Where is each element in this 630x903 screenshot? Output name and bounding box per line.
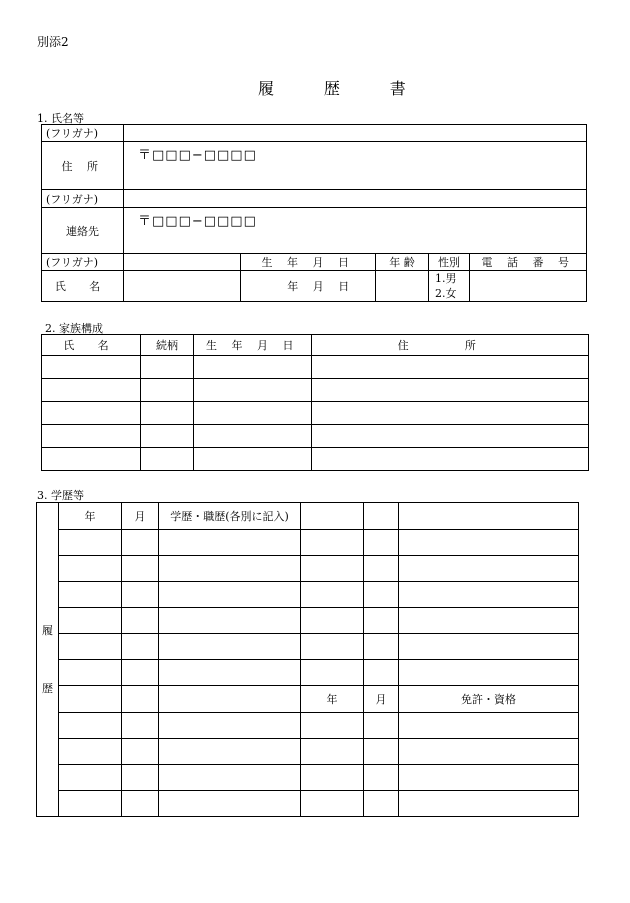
history-cell[interactable] <box>159 765 301 791</box>
family-cell[interactable] <box>141 379 194 402</box>
history-cell[interactable] <box>399 530 579 556</box>
family-cell[interactable] <box>42 402 141 425</box>
furigana-label-3: (フリガナ) <box>42 254 124 271</box>
history-cell[interactable] <box>399 765 579 791</box>
family-cell[interactable] <box>194 379 312 402</box>
personal-info-table <box>41 124 587 302</box>
sex-header: 性別 <box>429 254 470 271</box>
history-cell[interactable] <box>399 503 579 530</box>
history-cell[interactable] <box>122 556 159 582</box>
age-header: 年 齢 <box>376 254 429 271</box>
history-cell[interactable] <box>301 634 364 660</box>
history-side-label-top: 履 <box>42 623 53 637</box>
history-cell[interactable] <box>301 530 364 556</box>
family-cell[interactable] <box>141 425 194 448</box>
license-header-month: 月 <box>364 686 399 713</box>
history-cell[interactable] <box>59 713 122 739</box>
history-cell[interactable] <box>159 608 301 634</box>
history-cell[interactable] <box>159 791 301 817</box>
table-row <box>42 425 589 448</box>
table-row <box>42 356 589 379</box>
family-header-birth: 生 年 月 日 <box>194 335 312 356</box>
family-header-address: 住 所 <box>312 335 589 356</box>
family-cell[interactable] <box>312 379 589 402</box>
table-row <box>37 739 579 765</box>
name-furigana-field[interactable] <box>124 254 241 271</box>
history-cell[interactable] <box>364 503 399 530</box>
history-cell[interactable] <box>364 739 399 765</box>
history-cell[interactable] <box>159 660 301 686</box>
postal-code-boxes: 〒□□□−□□□□ <box>138 148 257 163</box>
history-side-label-bottom: 歴 <box>42 681 53 695</box>
history-cell[interactable] <box>364 765 399 791</box>
history-cell[interactable] <box>364 791 399 817</box>
family-cell[interactable] <box>141 402 194 425</box>
contact-field[interactable] <box>124 208 587 254</box>
family-cell[interactable] <box>194 402 312 425</box>
history-cell[interactable] <box>122 739 159 765</box>
table-row <box>37 791 579 817</box>
furigana-label: (フリガナ) <box>42 125 124 142</box>
age-field[interactable] <box>376 271 429 302</box>
address-field[interactable] <box>124 142 587 190</box>
history-cell[interactable] <box>59 686 122 713</box>
history-cell[interactable] <box>399 713 579 739</box>
table-row <box>37 608 579 634</box>
table-row <box>42 448 589 471</box>
history-cell[interactable] <box>59 582 122 608</box>
table-row <box>37 556 579 582</box>
family-header-name: 氏 名 <box>42 335 141 356</box>
history-cell[interactable] <box>301 791 364 817</box>
history-cell[interactable] <box>59 739 122 765</box>
family-cell[interactable] <box>312 425 589 448</box>
history-cell[interactable] <box>59 765 122 791</box>
history-cell[interactable] <box>301 608 364 634</box>
name-field[interactable] <box>124 271 241 302</box>
history-header-career: 学歴・職歴(各別に記入) <box>159 503 301 530</box>
history-cell[interactable] <box>364 556 399 582</box>
attachment-label: 別添2 <box>37 35 69 49</box>
postal-code-boxes-2: 〒□□□−□□□□ <box>138 214 257 229</box>
history-side-label <box>37 503 59 817</box>
table-row <box>37 634 579 660</box>
birth-date-field[interactable]: 年 月 日 <box>241 271 376 302</box>
family-cell[interactable] <box>194 356 312 379</box>
history-cell[interactable] <box>399 634 579 660</box>
table-row <box>42 402 589 425</box>
history-cell[interactable] <box>364 608 399 634</box>
history-cell[interactable] <box>301 713 364 739</box>
history-cell[interactable] <box>301 739 364 765</box>
family-cell[interactable] <box>42 356 141 379</box>
address-label: 住 所 <box>42 142 124 190</box>
family-cell[interactable] <box>194 448 312 471</box>
family-cell[interactable] <box>312 448 589 471</box>
history-cell[interactable] <box>364 582 399 608</box>
history-cell[interactable] <box>122 582 159 608</box>
history-cell[interactable] <box>59 530 122 556</box>
table-row <box>37 686 579 713</box>
furigana-label-2: (フリガナ) <box>42 190 124 208</box>
history-cell[interactable] <box>301 660 364 686</box>
name-label: 氏 名 <box>42 271 124 302</box>
family-header-relation: 続柄 <box>141 335 194 356</box>
history-cell[interactable] <box>399 791 579 817</box>
section-heading-name: 1. 氏名等 <box>37 112 84 125</box>
family-cell[interactable] <box>312 402 589 425</box>
history-cell[interactable] <box>59 608 122 634</box>
family-cell[interactable] <box>194 425 312 448</box>
history-cell[interactable] <box>301 582 364 608</box>
history-cell[interactable] <box>159 530 301 556</box>
furigana-field[interactable] <box>124 125 587 142</box>
history-cell[interactable] <box>159 713 301 739</box>
family-cell[interactable] <box>42 448 141 471</box>
history-cell[interactable] <box>122 660 159 686</box>
table-row <box>37 530 579 556</box>
history-cell[interactable] <box>364 530 399 556</box>
family-cell[interactable] <box>42 379 141 402</box>
history-cell[interactable] <box>364 713 399 739</box>
history-cell[interactable] <box>159 556 301 582</box>
history-header-month: 月 <box>122 503 159 530</box>
contact-label: 連絡先 <box>42 208 124 254</box>
history-cell[interactable] <box>122 530 159 556</box>
sex-option-male[interactable]: 1.男 <box>435 272 457 285</box>
family-cell[interactable] <box>42 425 141 448</box>
history-cell[interactable] <box>301 765 364 791</box>
history-cell[interactable] <box>59 791 122 817</box>
history-cell[interactable] <box>364 660 399 686</box>
sex-options[interactable] <box>429 271 470 302</box>
history-cell[interactable] <box>399 556 579 582</box>
history-cell[interactable] <box>399 582 579 608</box>
history-cell[interactable] <box>159 634 301 660</box>
history-cell[interactable] <box>159 582 301 608</box>
license-header-year: 年 <box>301 686 364 713</box>
phone-field[interactable] <box>470 271 587 302</box>
table-row <box>37 660 579 686</box>
history-table <box>36 502 579 817</box>
history-cell[interactable] <box>59 660 122 686</box>
table-row <box>42 379 589 402</box>
history-cell[interactable] <box>122 791 159 817</box>
history-cell[interactable] <box>301 556 364 582</box>
history-cell[interactable] <box>122 608 159 634</box>
history-cell[interactable] <box>399 739 579 765</box>
birth-date-header: 生 年 月 日 <box>241 254 376 271</box>
history-cell[interactable] <box>59 556 122 582</box>
family-cell[interactable] <box>312 356 589 379</box>
history-cell[interactable] <box>301 503 364 530</box>
sex-option-female[interactable]: 2.女 <box>435 287 457 300</box>
section-heading-history: 3. 学歴等 <box>37 489 84 502</box>
family-cell[interactable] <box>141 448 194 471</box>
furigana-field-2[interactable] <box>124 190 587 208</box>
table-row <box>37 582 579 608</box>
history-cell[interactable] <box>399 660 579 686</box>
history-cell[interactable] <box>399 608 579 634</box>
history-cell[interactable] <box>364 634 399 660</box>
history-cell[interactable] <box>159 739 301 765</box>
family-table <box>41 334 589 471</box>
phone-header: 電 話 番 号 <box>470 254 587 271</box>
table-row <box>37 765 579 791</box>
history-cell[interactable] <box>122 634 159 660</box>
history-cell[interactable] <box>159 686 301 713</box>
history-cell[interactable] <box>122 686 159 713</box>
page-title: 履 歴 書 <box>258 79 429 98</box>
history-cell[interactable] <box>59 634 122 660</box>
table-row <box>37 713 579 739</box>
family-cell[interactable] <box>141 356 194 379</box>
history-header-year: 年 <box>59 503 122 530</box>
section-heading-family: 2. 家族構成 <box>45 322 103 335</box>
history-cell[interactable] <box>122 713 159 739</box>
history-cell[interactable] <box>122 765 159 791</box>
license-header-qualification: 免許・資格 <box>399 686 579 713</box>
